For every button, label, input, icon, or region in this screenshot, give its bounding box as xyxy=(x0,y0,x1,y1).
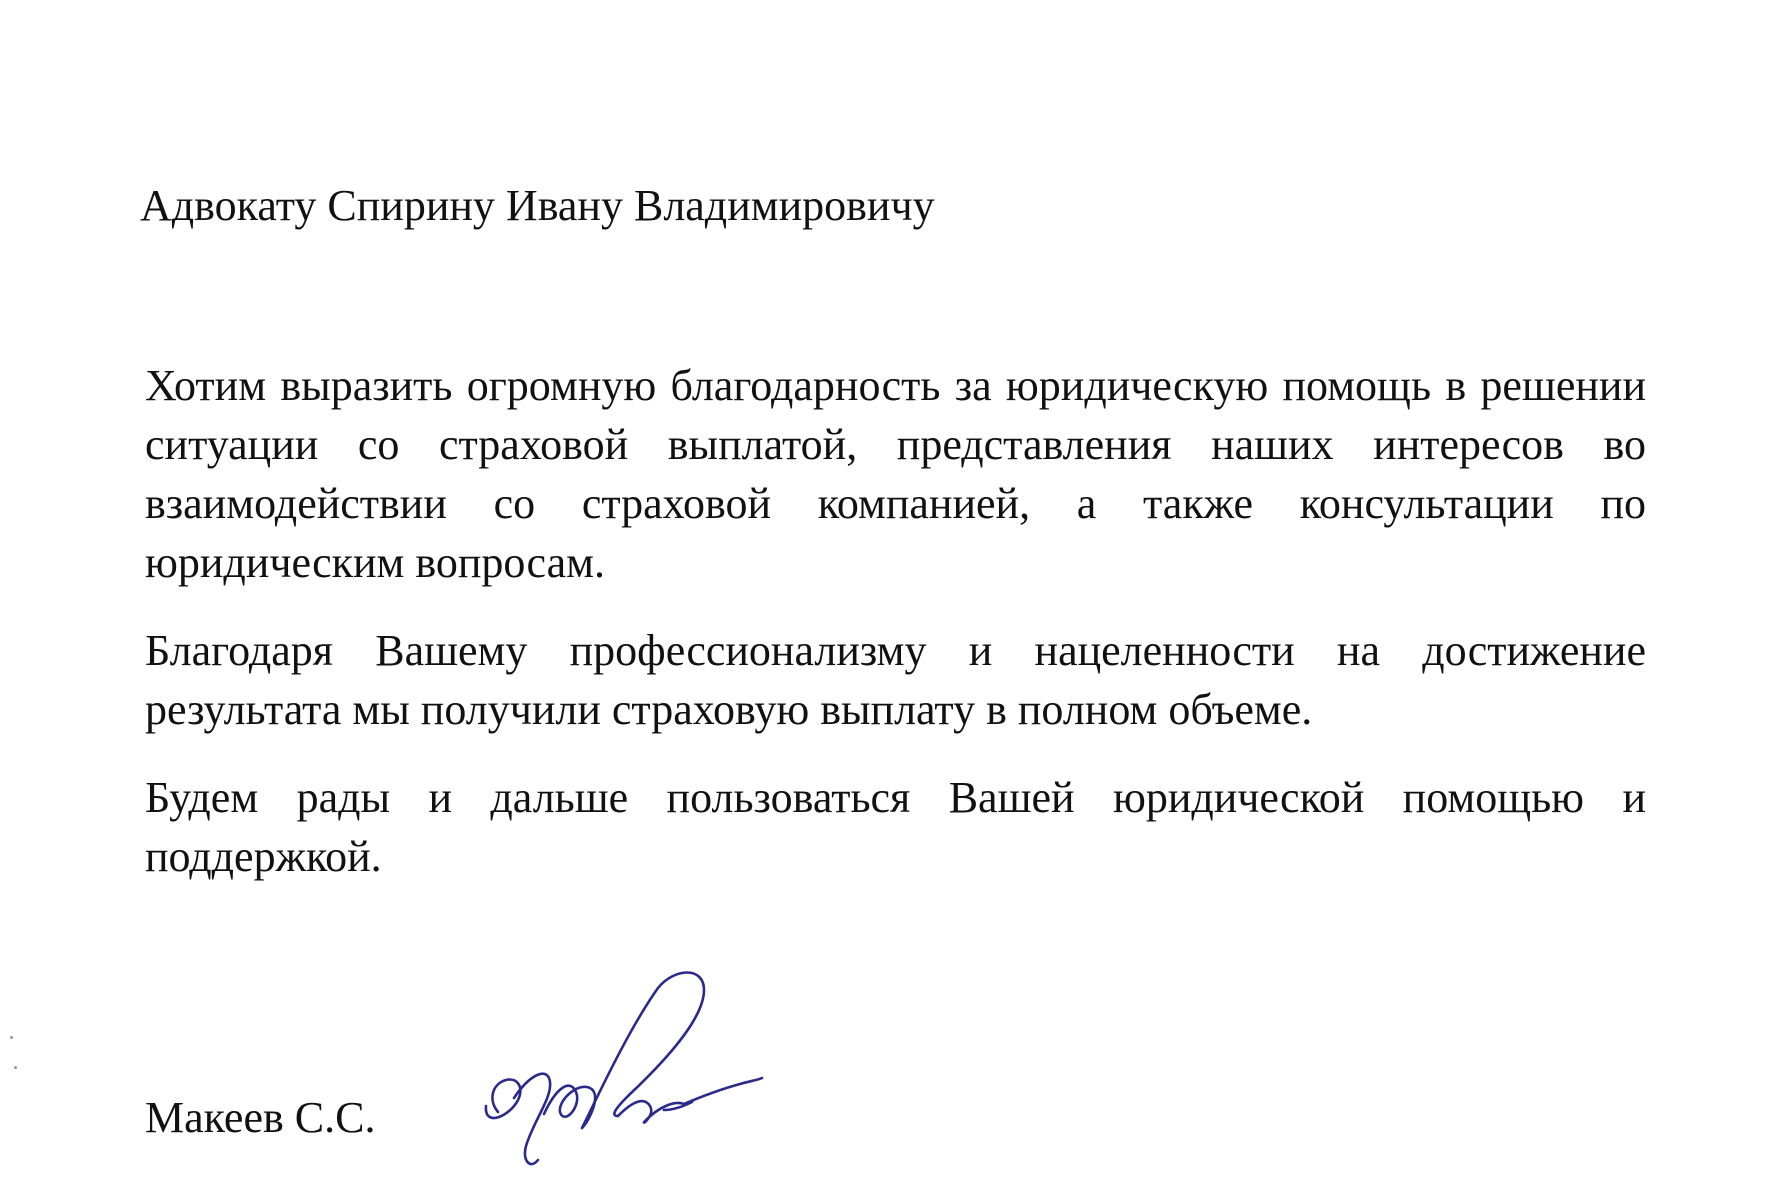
addressee-line: Адвокату Спирину Ивану Владимировичу xyxy=(140,181,935,230)
scan-speck xyxy=(14,1066,17,1069)
scan-speck xyxy=(10,1036,13,1039)
paragraph-result: Благодаря Вашему профессионализму и нацеленности на достижение результата мы получили страховую выплату в полном объеме. xyxy=(145,626,1646,734)
paragraph-future: Будем рады и дальше пользоваться Вашей юридической помощью и поддержкой. xyxy=(145,773,1646,881)
paragraph-gratitude: Хотим выразить огромную благодарность за юридическую помощь в решении ситуации со страховой выплатой, представления наших интересов во взаимодействии со страховой компанией, а также консультации по юридическим вопросам. xyxy=(145,361,1646,587)
signer-name: Макеев С.С. xyxy=(145,1093,376,1142)
handwritten-signature xyxy=(478,960,768,1179)
letter-body xyxy=(145,356,1646,915)
